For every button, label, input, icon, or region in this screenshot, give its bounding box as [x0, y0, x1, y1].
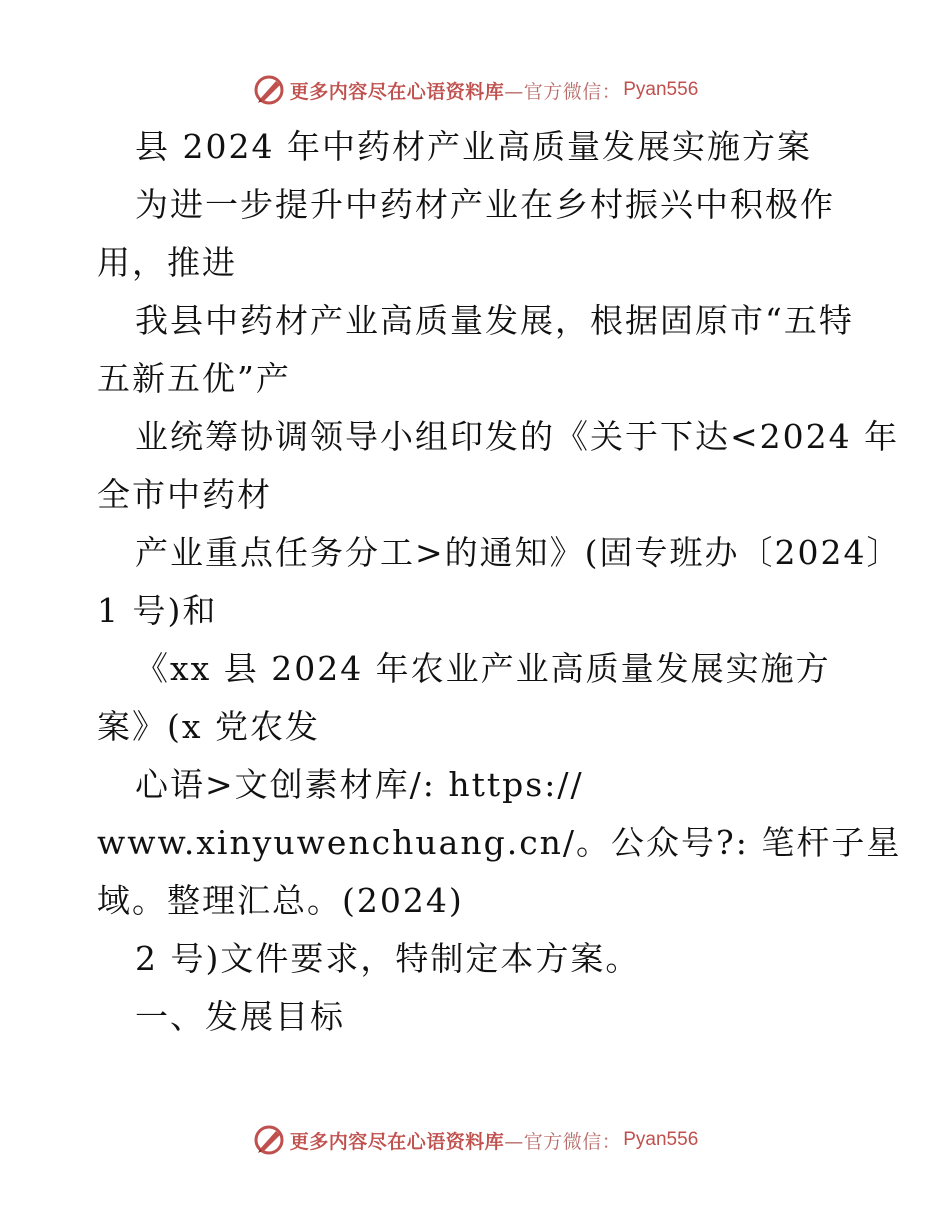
text-line: 业统筹协调领导小组印发的《关于下达<2024 年: [135, 417, 900, 456]
text-line: 五新五优”产: [97, 359, 291, 398]
text-line: 《xx 县 2024 年农业产业高质量发展实施方: [135, 649, 831, 688]
text-line: 心语>文创素材库/: https://: [135, 765, 584, 804]
text-line: 案》(x 党农发: [97, 707, 320, 746]
watermark-text: 更多内容尽在心语资料库—官方微信：: [289, 1130, 622, 1153]
text-line: 我县中药材产业高质量发展，根据固原市“五特: [135, 301, 854, 340]
text-line: 全市中药材: [97, 475, 272, 514]
text-line: www.xinyuwenchuang.cn/。公众号?: 笔杆子星: [97, 823, 902, 862]
text-line: 2 号)文件要求，特制定本方案。: [135, 939, 641, 978]
header-watermark: [0, 70, 950, 110]
watermark-handle: Pyan556: [623, 1129, 699, 1150]
watermark-text: 更多内容尽在心语资料库—官方微信：: [289, 80, 622, 103]
text-line: 1 号)和: [97, 591, 218, 630]
footer-watermark: [0, 1120, 950, 1160]
document-body: [97, 118, 902, 1046]
pen-logo-icon: [252, 73, 286, 107]
text-line: 用，推进: [97, 243, 237, 282]
text-line: 域。整理汇总。(2024): [97, 881, 464, 920]
watermark-handle: Pyan556: [623, 79, 699, 100]
section-heading: 一、发展目标: [135, 997, 345, 1036]
document-title: 县 2024 年中药材产业高质量发展实施方案: [135, 127, 812, 166]
text-line: 为进一步提升中药材产业在乡村振兴中积极作: [135, 185, 835, 224]
text-line: 产业重点任务分工>的通知》(固专班办〔2024〕: [135, 533, 902, 572]
pen-logo-icon: [252, 1123, 286, 1157]
